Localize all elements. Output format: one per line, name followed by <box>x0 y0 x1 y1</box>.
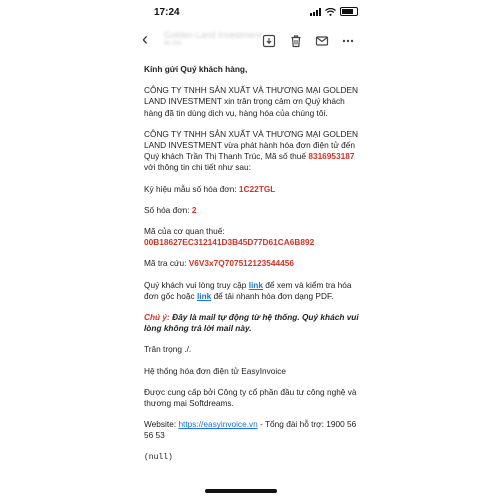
website-link[interactable]: https://easyinvoice.vn <box>178 419 258 430</box>
lookup-code-value: V6V3x7Q707512123544456 <box>188 258 294 269</box>
back-icon[interactable]: ‹ <box>142 29 148 49</box>
status-time: 17:24 <box>154 7 180 18</box>
invoice-symbol-value: 1C22TGL <box>238 183 276 194</box>
auto-mail-note <box>144 312 364 334</box>
battery-icon <box>340 7 358 16</box>
email-greeting: Kính gửi Quý khách hàng, <box>144 64 248 74</box>
wifi-icon <box>325 8 336 16</box>
invoice-symbol-label: Ký hiệu mẫu số hóa đơn: <box>144 183 239 194</box>
more-icon[interactable] <box>341 34 355 48</box>
access-text-b: để xem và kiểm tra hóa đơn gốc hoặc <box>144 279 352 301</box>
invoice-number-label: Số hóa đơn: <box>144 204 192 215</box>
status-icons <box>310 7 358 16</box>
email-website-row <box>144 419 364 441</box>
invoice-symbol-row <box>144 184 364 195</box>
email-provider: Được cung cấp bởi Công ty cổ phần đầu tư công nghệ và thương mại Softdreams. <box>144 386 357 409</box>
move-to-inbox-icon[interactable] <box>262 34 276 48</box>
website-label: Website: <box>144 419 179 430</box>
download-pdf-link[interactable]: link <box>196 290 212 301</box>
access-text-a: Quý khách vui lòng truy cập <box>144 279 249 290</box>
cellular-signal-icon <box>310 8 321 16</box>
authority-code-label: Mã của cơ quan thuế: <box>144 226 225 237</box>
sender-header <box>164 30 262 47</box>
email-paragraph-thanks: CÔNG TY TNHH SẢN XUẤT VÀ THƯƠNG MẠI GOLDEN LAND INVESTMENT xin trân trọng cảm ơn Quý khách hàng đã tin dùng dịch vụ, hàng hóa của chúng tôi. <box>144 85 358 118</box>
null-text: (null) <box>144 452 173 462</box>
access-text-c: để tải nhanh hóa đơn dạng PDF. <box>211 290 334 301</box>
sender-sub: to me <box>164 40 182 47</box>
email-system-name: Hệ thống hóa đơn điện tử EasyInvoice <box>144 365 286 376</box>
email-toolbar <box>110 26 372 56</box>
email-regards: Trân trọng ./. <box>144 344 192 355</box>
note-text: Đây là mail tự động từ hệ thống. Quý khách vui lòng không trả lời mail này. <box>144 312 359 334</box>
invoice-intro-tail: với thông tin chi tiết như sau: <box>144 162 251 173</box>
email-body <box>144 64 364 473</box>
invoice-number-row <box>144 205 364 216</box>
lookup-code-label: Mã tra cứu: <box>144 258 189 269</box>
authority-code-row <box>144 226 364 248</box>
mail-icon[interactable] <box>315 34 329 48</box>
tax-code: 8316953187 <box>308 151 355 162</box>
sender-name: Golden Land Investment <box>164 30 263 40</box>
email-paragraph-invoice <box>144 129 364 174</box>
note-label: Chú ý: <box>144 312 170 323</box>
view-invoice-link[interactable]: link <box>248 279 263 290</box>
phone-screen <box>110 0 372 499</box>
authority-code-value: 00B18627EC312141D3B45D77D61CA6B892 <box>144 237 315 248</box>
access-instructions <box>144 280 364 302</box>
status-bar <box>110 5 372 21</box>
invoice-intro-text: CÔNG TY TNHH SẢN XUẤT VÀ THƯƠNG MẠI GOLDEN LAND INVESTMENT vừa phát hành hóa đơn điện tử đến Quý khách Trần Thị Thanh Trúc, Mã số thuế <box>144 128 358 162</box>
invoice-number-value: 2 <box>191 204 197 215</box>
trash-icon[interactable] <box>289 34 303 48</box>
lookup-code-row <box>144 258 364 269</box>
home-indicator[interactable] <box>205 489 277 493</box>
website-rest: - Tổng đài hỗ trợ: 1900 56 56 53 <box>144 419 357 441</box>
